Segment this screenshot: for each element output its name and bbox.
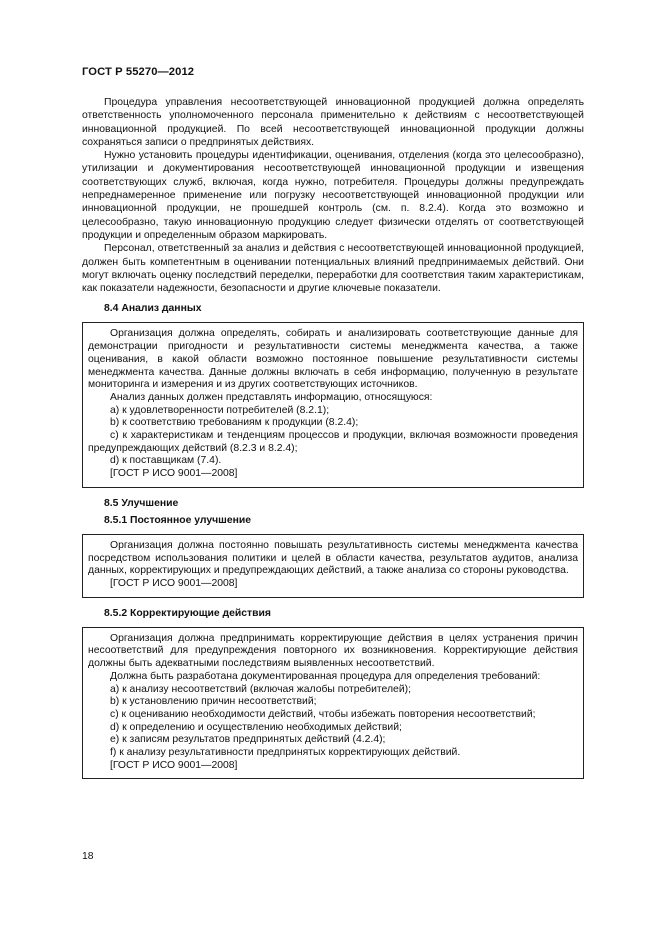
section-heading-8-4: 8.4 Анализ данных: [104, 303, 202, 315]
list-item: b) к соответствию требованиям к продукции (8.2.4);: [110, 417, 359, 429]
list-item: d) к поставщикам (7.4).: [110, 455, 222, 467]
list-item: a) к удовлетворенности потребителей (8.2.1);: [110, 404, 330, 416]
section-heading-8-5-2: 8.5.2 Корректирующие действия: [104, 607, 271, 619]
document-code-header: ГОСТ Р 55270—2012: [82, 66, 195, 78]
paragraph: Организация должна постоянно повышать результативность системы менеджмента качества посредством использования политики и целей в области качества, результатов аудитов, анализа данных, корректирующих и предупреждающих действий, а также анализа со стороны руководства.: [88, 539, 578, 577]
quote-box-8-5-2: [82, 627, 584, 780]
list-item: e) к записям результатов предпринятых действий (4.2.4);: [110, 734, 386, 746]
section-heading-8-5-1: 8.5.1 Постоянное улучшение: [104, 514, 252, 526]
page-number: 18: [82, 851, 94, 862]
paragraph: Персонал, ответственный за анализ и действия с несоответствующей инновационной продукцией, должен быть компетентным в оценивании потенциальных влияний предпринимаемых действий. Они могут включать оценку последствий переделки, переработки для соответствия таким характеристикам, как показатели надежности, безопасности и другие ключевые показатели.: [82, 243, 584, 295]
paragraph: Организация должна определять, собирать и анализировать соответствующие данные для демонстрации пригодности и результативности системы менеджмента качества, а также оценивания, в какой области возможно постоянное повышение результативности системы менеджмента качества. Данные должны включать в себя информацию, полученную в результате мониторинга и измерения и из других соответствующих источников.: [88, 328, 578, 391]
list-item: d) к определению и осуществлению необходимых действий;: [110, 721, 402, 733]
source-citation: [ГОСТ Р ИСО 9001—2008]: [110, 468, 238, 480]
section-heading-8-5: 8.5 Улучшение: [104, 497, 179, 509]
list-item: f) к анализу результативности предпринятых корректирующих действий.: [110, 747, 461, 759]
source-citation: [ГОСТ Р ИСО 9001—2008]: [110, 759, 238, 771]
paragraph: Нужно установить процедуры идентификации, оценивания, отделения (когда это целесообразно), утилизации и документирования несоответствующей инновационной продукции и извещения соответствующих служб, включая, когда нужно, потребителя. Процедуры должны предупреждать непреднамеренное применение или погрузку несоответствующей инновационной продукции или инновационной продукции, не прошедшей контроль (см. п. 8.2.4). Когда это возможно и целесообразно, такую инновационную продукцию следует физически отделять от соответствующей продукции и определенным образом маркировать.: [82, 150, 584, 241]
paragraph: Должна быть разработана документированная процедура для определения требований:: [110, 670, 541, 682]
paragraph: Процедура управления несоответствующей инновационной продукцией должна определять ответственность уполномоченного персонала применительно к действиям с несоответствующей инновационной продукцией. По всей несоответствующей инновационной продукции должны сохраняться записи о предпринятых действиях.: [82, 97, 584, 148]
list-item: c) к оцениванию необходимости действий, чтобы избежать повторения несоответствий;: [110, 708, 536, 720]
document-body: [82, 96, 584, 779]
source-citation: [ГОСТ Р ИСО 9001—2008]: [110, 578, 238, 589]
quote-box-8-5-1: [82, 534, 584, 598]
list-item: c) к характеристикам и тенденциям процессов и продукции, включая возможности проведения предупреждающих действий (8.2.3 и 8.2.4);: [88, 430, 578, 454]
paragraph: Организация должна предпринимать корректирующие действия в целях устранения причин несоответствий для предупреждения повторного их возникновения. Корректирующие действия должны быть адекватными последствиям выявленных несоответствий.: [88, 632, 578, 670]
list-item: a) к анализу несоответствий (включая жалобы потребителей);: [110, 683, 411, 695]
list-item: b) к установлению причин несоответствий;: [110, 696, 317, 708]
paragraph: Анализ данных должен представлять информацию, относящуюся:: [110, 391, 433, 403]
quote-box-8-4: [82, 322, 584, 487]
